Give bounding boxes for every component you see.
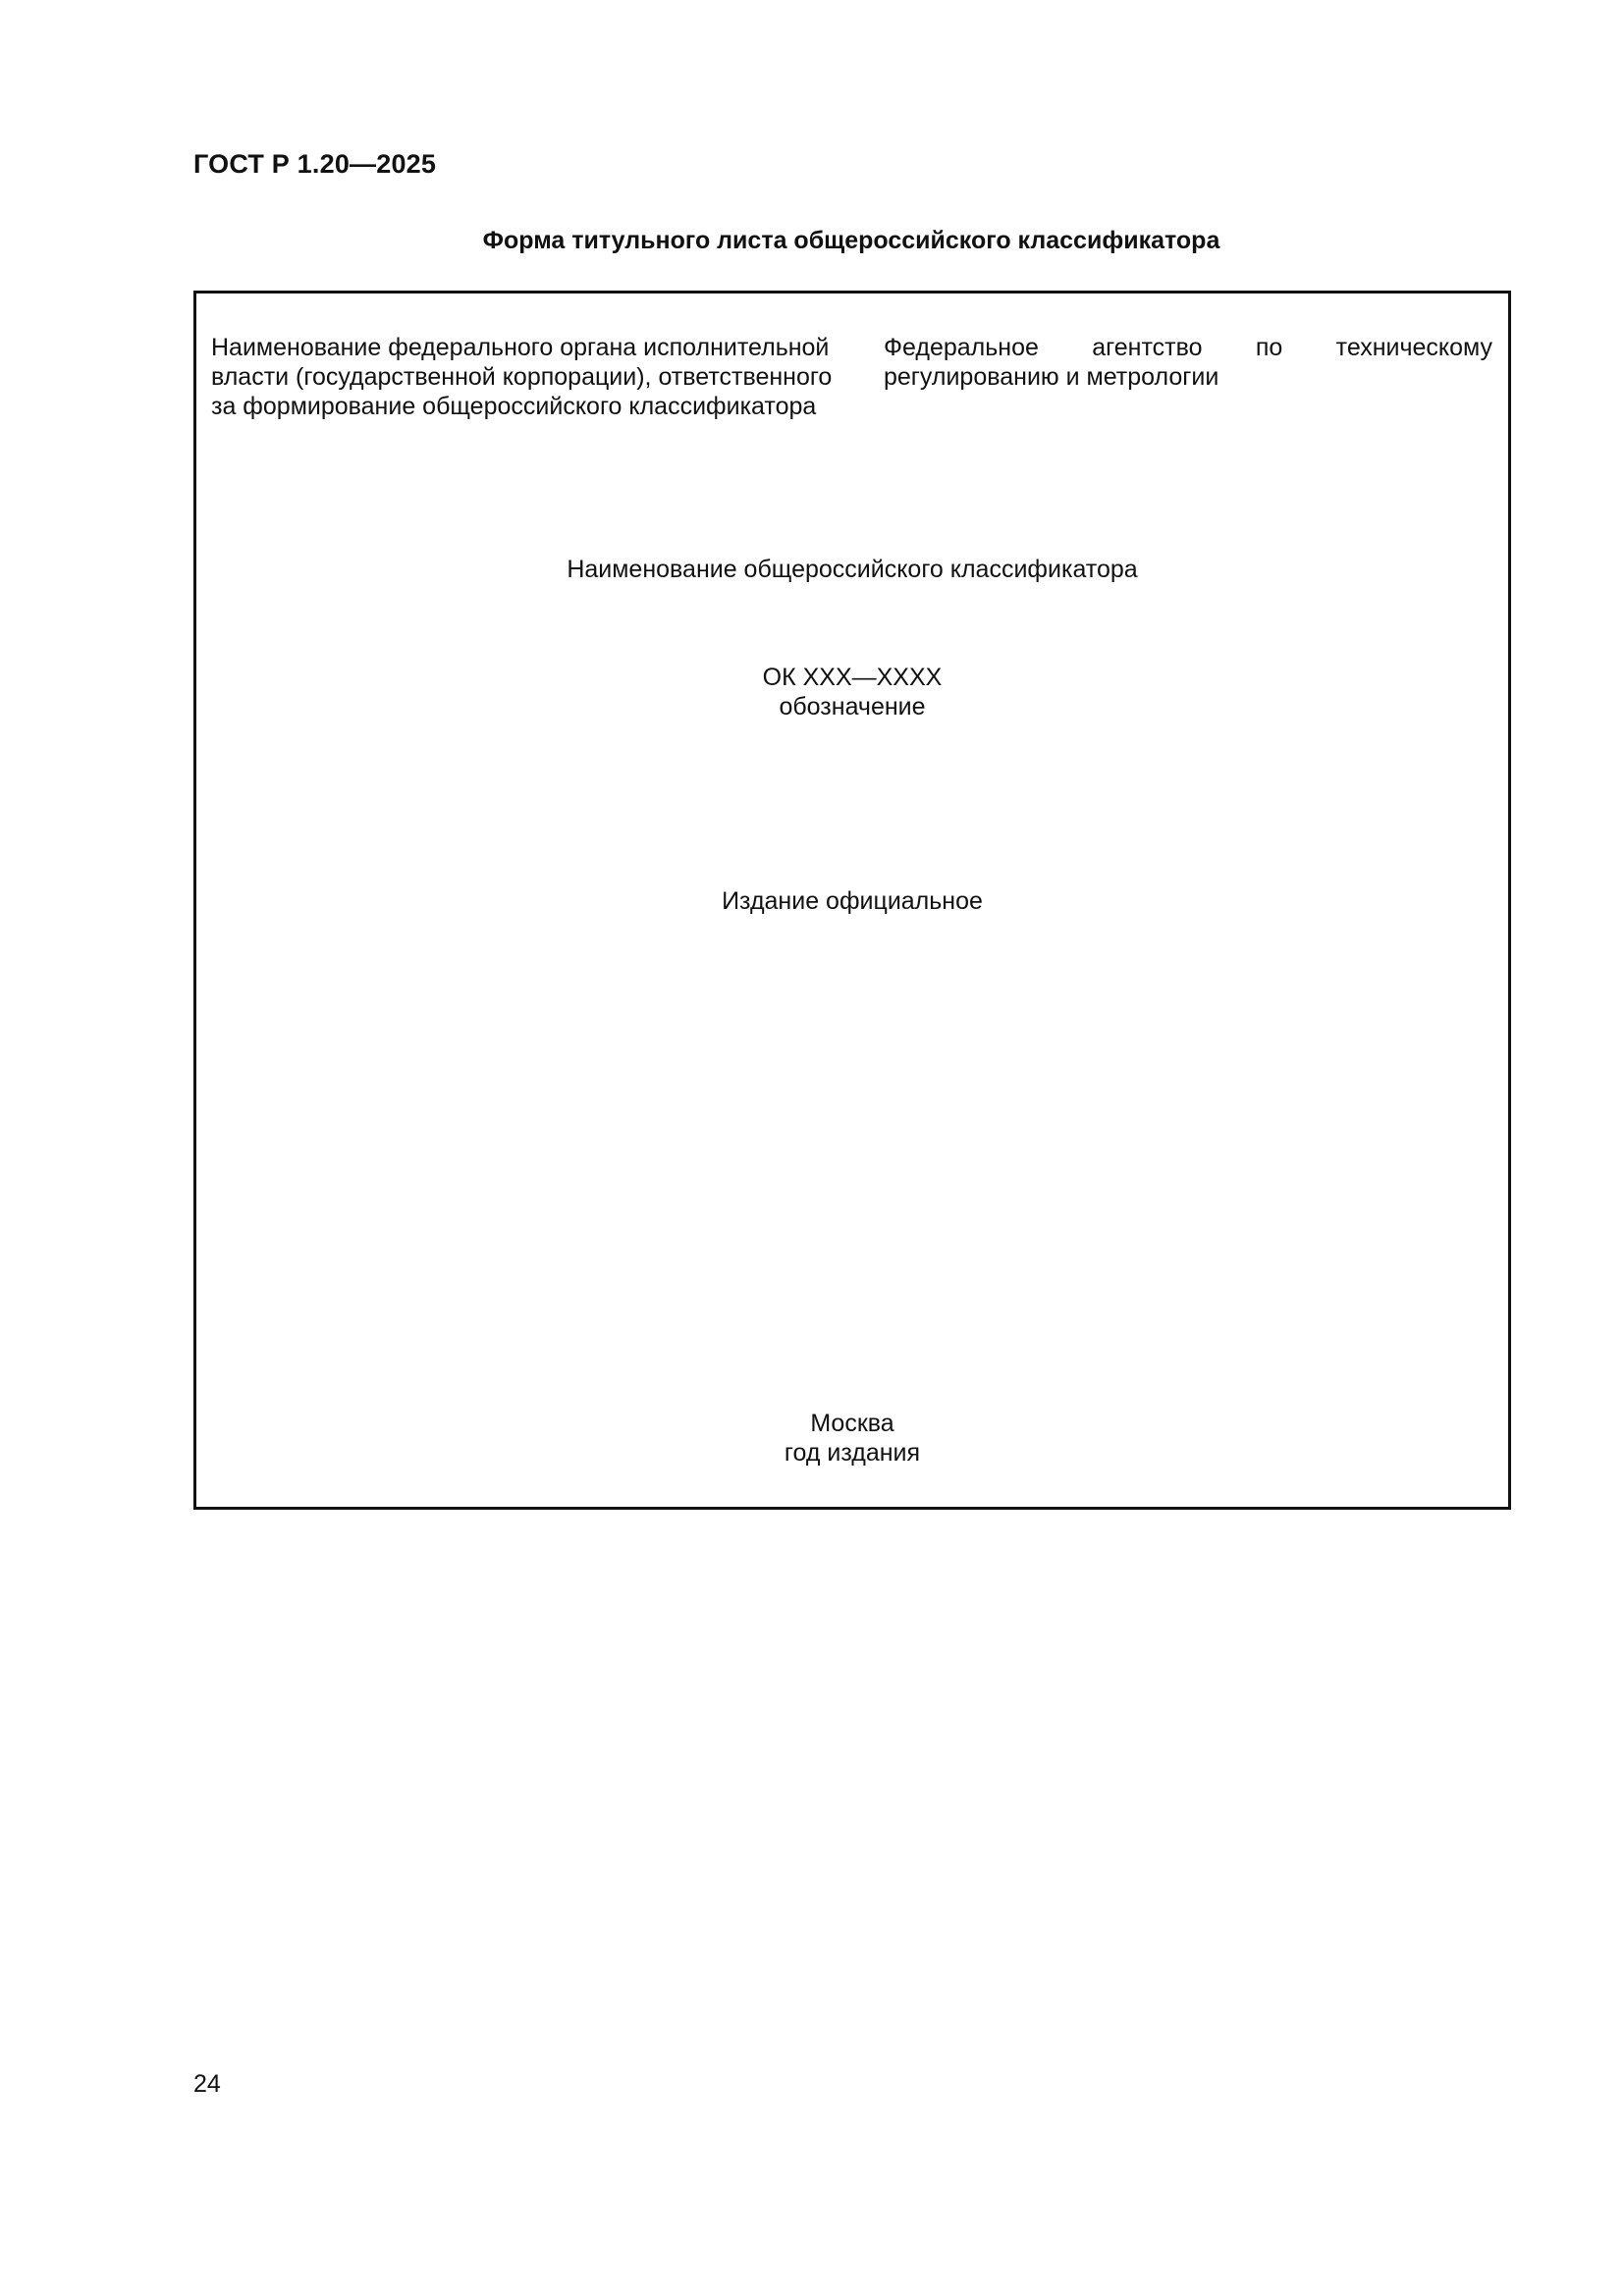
agency-label: Наименование федерального органа исполнительной власти (государственной корпорации), ответственного за формирование общероссийского классификатора — [211, 334, 833, 420]
classifier-name: Наименование общероссийского классификатора — [567, 556, 1138, 583]
page-number: 24 — [193, 2070, 221, 2098]
city: Москва — [810, 1410, 894, 1437]
designation-code: ОК XXX—XXXX — [762, 664, 943, 691]
agency-value: Федеральное агентство по техническому регулированию и метрологии — [884, 334, 1492, 391]
form-title: Форма титульного листа общероссийского классификатора — [482, 227, 1220, 254]
designation-label: обозначение — [779, 693, 926, 721]
edition-label: Издание официальное — [722, 887, 983, 915]
year-label: год издания — [784, 1439, 921, 1467]
document-code: ГОСТ Р 1.20—2025 — [193, 149, 437, 179]
title-page-frame — [193, 291, 1511, 1510]
